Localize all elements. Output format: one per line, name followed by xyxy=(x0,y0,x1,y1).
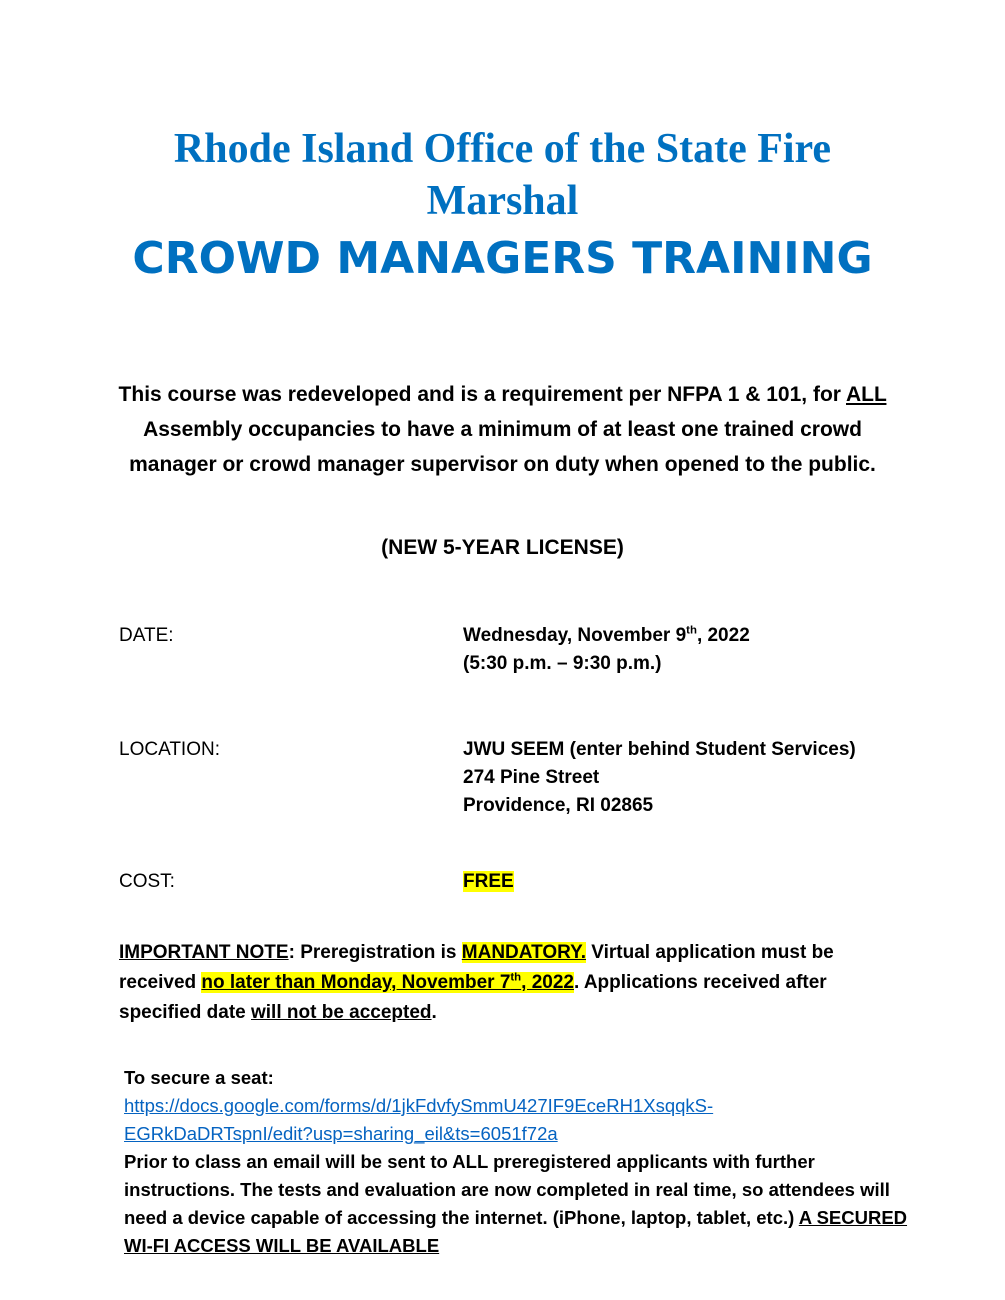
instructions-text: Prior to class an email will be sent to ALL preregistered applicants with further instructions. The tests and evaluation are now completed in real time, so attendees will need a device capable of accessing the internet. (iPhone, laptop, tablet, etc.) xyxy=(124,1151,890,1228)
intro-text-1: This course was redeveloped and is a requirement per NFPA 1 & 101, for xyxy=(118,383,846,406)
registration-link-line2: EGRkDaDRTspnI/edit?usp=sharing_eil&ts=6051f72a xyxy=(124,1123,558,1144)
date-value xyxy=(463,622,750,650)
note-label: IMPORTANT NOTE xyxy=(119,942,289,963)
cost-free: FREE xyxy=(463,871,514,892)
license-note: (NEW 5-YEAR LICENSE) xyxy=(381,536,624,559)
date-value-sup: th xyxy=(686,624,697,637)
intro-text-2: Assembly occupancies to have a minimum of at least one trained crowd manager or crowd manager supervisor on duty when opened to the public. xyxy=(129,418,876,476)
location-label: LOCATION: xyxy=(119,739,220,760)
date-value-text: Wednesday, November 9 xyxy=(463,625,687,646)
intro-all-word: ALL xyxy=(846,383,887,406)
registration-link[interactable] xyxy=(124,1095,713,1144)
cost-label: COST: xyxy=(119,871,175,892)
note-deadline xyxy=(201,972,574,993)
location-line3: Providence, RI 02865 xyxy=(463,795,654,816)
title-line2: Marshal xyxy=(426,178,579,224)
deadline-text: no later than Monday, November 7 xyxy=(201,972,511,993)
cost-value xyxy=(463,868,514,896)
date-label: DATE: xyxy=(119,625,174,646)
note-colon: : Preregistration is xyxy=(288,942,462,963)
note-text-1: Virtual application must be received xyxy=(119,942,834,993)
deadline-sup: th xyxy=(510,971,522,984)
deadline-year: , 2022 xyxy=(521,972,574,993)
note-text-2: . Applications received after specified date xyxy=(119,972,827,1023)
intro-paragraph xyxy=(100,377,905,482)
note-not-accepted: will not be accepted xyxy=(251,1002,432,1023)
location-line1: JWU SEEM (enter behind Student Services) xyxy=(463,739,856,760)
secure-seat-heading: To secure a seat: xyxy=(124,1067,274,1088)
seat-instructions xyxy=(124,1148,914,1260)
registration-link-line1: https://docs.google.com/forms/d/1jkFdvfySmmU427IF9EceRH1XsqqkS- xyxy=(124,1095,714,1116)
time-value: (5:30 p.m. – 9:30 p.m.) xyxy=(463,653,662,674)
wifi-notice: A SECURED WI-FI ACCESS WILL BE AVAILABLE xyxy=(124,1207,908,1256)
secure-seat-section xyxy=(124,1064,914,1260)
note-mandatory: MANDATORY. xyxy=(461,942,586,963)
training-title: CROWD MANAGERS TRAINING xyxy=(132,233,873,284)
location-line2: 274 Pine Street xyxy=(463,767,600,788)
date-value-year: , 2022 xyxy=(696,625,750,646)
important-note xyxy=(119,938,909,1028)
title-line1: Rhode Island Office of the State Fire xyxy=(173,126,832,172)
note-period: . xyxy=(431,1002,437,1023)
